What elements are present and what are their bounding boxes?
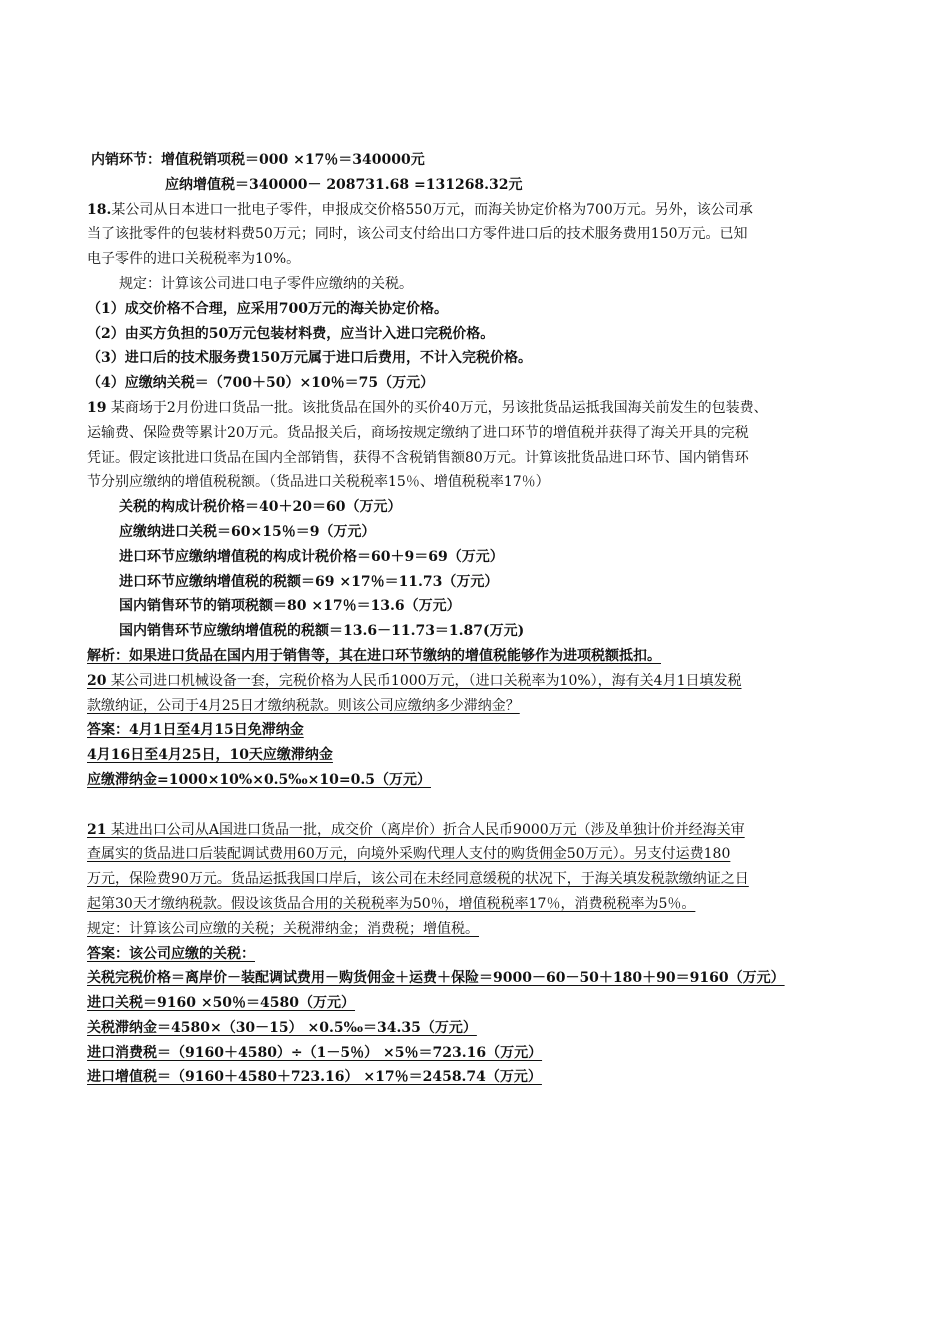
q20-line-2: 款缴纳证，公司于4月25日才缴纳税款。则该公司应缴纳多少滞纳金？ [87,697,520,714]
q18-line-1: 18.某公司从日本进口一批电子零件，申报成交价格550万元，而海关协定价格为700万元。另外，该公司承 [87,201,753,218]
q21-line-4: 起第30天才缴纳税款。假设该货品合用的关税税率为50％，增值税税率17％，消费税税率为5％。 [87,895,696,912]
q19-line-3: 凭证。假定该批进口货品在国内全部销售，获得不含税销售额80万元。计算该批货品进口环节、国内销售环 [87,449,749,466]
q19-answer-2: 应缴纳进口关税＝60×15％＝9（万元） [119,523,376,540]
q18-number: 18. [87,201,112,218]
q18-answer-4: （4）应缴纳关税＝（700＋50）×10％＝75（万元） [87,375,435,392]
q21-answer-3: 进口关税＝9160 ×50％＝4580（万元） [87,995,356,1012]
q19-number: 19 [87,399,107,416]
q19-answer-3: 进口环节应缴纳增值税的构成计税价格＝60＋9＝69（万元） [119,548,504,565]
blank-line [87,793,887,818]
q21-line-1: 21 某进出口公司从A国进口货品一批，成交价（离岸价）折合人民币9000万元（涉及单独计价并经海关审 [87,821,745,838]
q18-line-3: 电子零件的进口关税税率为10%。 [87,251,301,268]
q21-answer-6: 进口增值税＝（9160＋4580＋723.16） ×17％＝2458.74（万元） [87,1069,542,1086]
q21-answer-2: 关税完税价格＝离岸价－装配调试费用－购货佣金＋运费＋保险＝9000－60－50＋180＋90＝9160（万元） [87,970,785,987]
q20-answer-2: 4月16日至4月25日，10天应缴滞纳金 [87,747,333,764]
q21-line-2: 查属实的货品进口后装配调试费用60万元，向境外采购代理人支付的购货佣金50万元）。另支付运费180 [87,846,731,863]
q18-line-2: 当了该批零件的包装材料费50万元；同时，该公司支付给出口方零件进口后的技术服务费用150万元。已知 [87,226,748,243]
q20-answer-3: 应缴滞纳金=1000×10%×0.5‰×10=0.5（万元） [87,771,431,788]
vat-line-2: 应纳增值税＝340000－ 208731.68 =131268.32元 [165,176,523,193]
q18-answer-2: （2）由买方负担的50万元包装材料费，应当计入进口完税价格。 [87,325,495,342]
q19-answer-1: 关税的构成计税价格＝40＋20＝60（万元） [119,499,402,516]
q19-analysis: 解析：如果进口货品在国内用于销售等，其在进口环节缴纳的增值税能够作为进项税额抵扣。 [87,647,661,664]
q18-answer-1: （1）成交价格不合理，应采用700万元的海关协定价格。 [87,300,448,317]
vat-line-1: 内销环节：增值税销项税＝000 ×17％＝340000元 [91,152,425,168]
q20-answer-1: 答案：4月1日至4月15日免滞纳金 [87,722,304,739]
q18-answer-3: （3）进口后的技术服务费150万元属于进口后费用，不计入完税价格。 [87,350,532,367]
document-page [87,148,887,1090]
q19-answer-4: 进口环节应缴纳增值税的税额＝69 ×17％＝11.73（万元） [119,573,499,590]
q21-requirement: 规定：计算该公司应缴的关税；关税滞纳金；消费税；增值税。 [87,920,479,937]
q21-line-3: 万元，保险费90万元。货品运抵我国口岸后，该公司在未经同意缓税的状况下，于海关填发税款缴纳证之日 [87,871,749,888]
q20-number: 20 [87,672,107,689]
q21-answer-1: 答案：该公司应缴的关税： [87,945,255,962]
q19-line-1: 19 某商场于2月份进口货品一批。该批货品在国外的买价40万元，另该批货品运抵我国海关前发生的包装费、 [87,399,768,416]
q20-line-1: 20 某公司进口机械设备一套，完税价格为人民币1000万元，（进口关税率为10%），海有关4月1日填发税 [87,672,742,689]
q19-line-2: 运输费、保险费等累计20万元。货品报关后，商场按规定缴纳了进口环节的增值税并获得了海关开具的完税 [87,424,749,441]
q19-line-4: 节分别应缴纳的增值税税额。（货品进口关税税率15％、增值税税率17％） [87,474,550,491]
q19-answer-6: 国内销售环节应缴纳增值税的税额＝13.6－11.73＝1.87(万元) [119,623,525,640]
q21-number: 21 [87,821,107,838]
q21-answer-4: 关税滞纳金＝4580×（30－15） ×0.5‰＝34.35（万元） [87,1019,477,1036]
q18-requirement: 规定：计算该公司进口电子零件应缴纳的关税。 [119,275,413,292]
q19-answer-5: 国内销售环节的销项税额＝80 ×17％＝13.6（万元） [119,598,461,615]
q21-answer-5: 进口消费税＝（9160＋4580）÷（1－5％） ×5％＝723.16（万元） [87,1044,543,1061]
